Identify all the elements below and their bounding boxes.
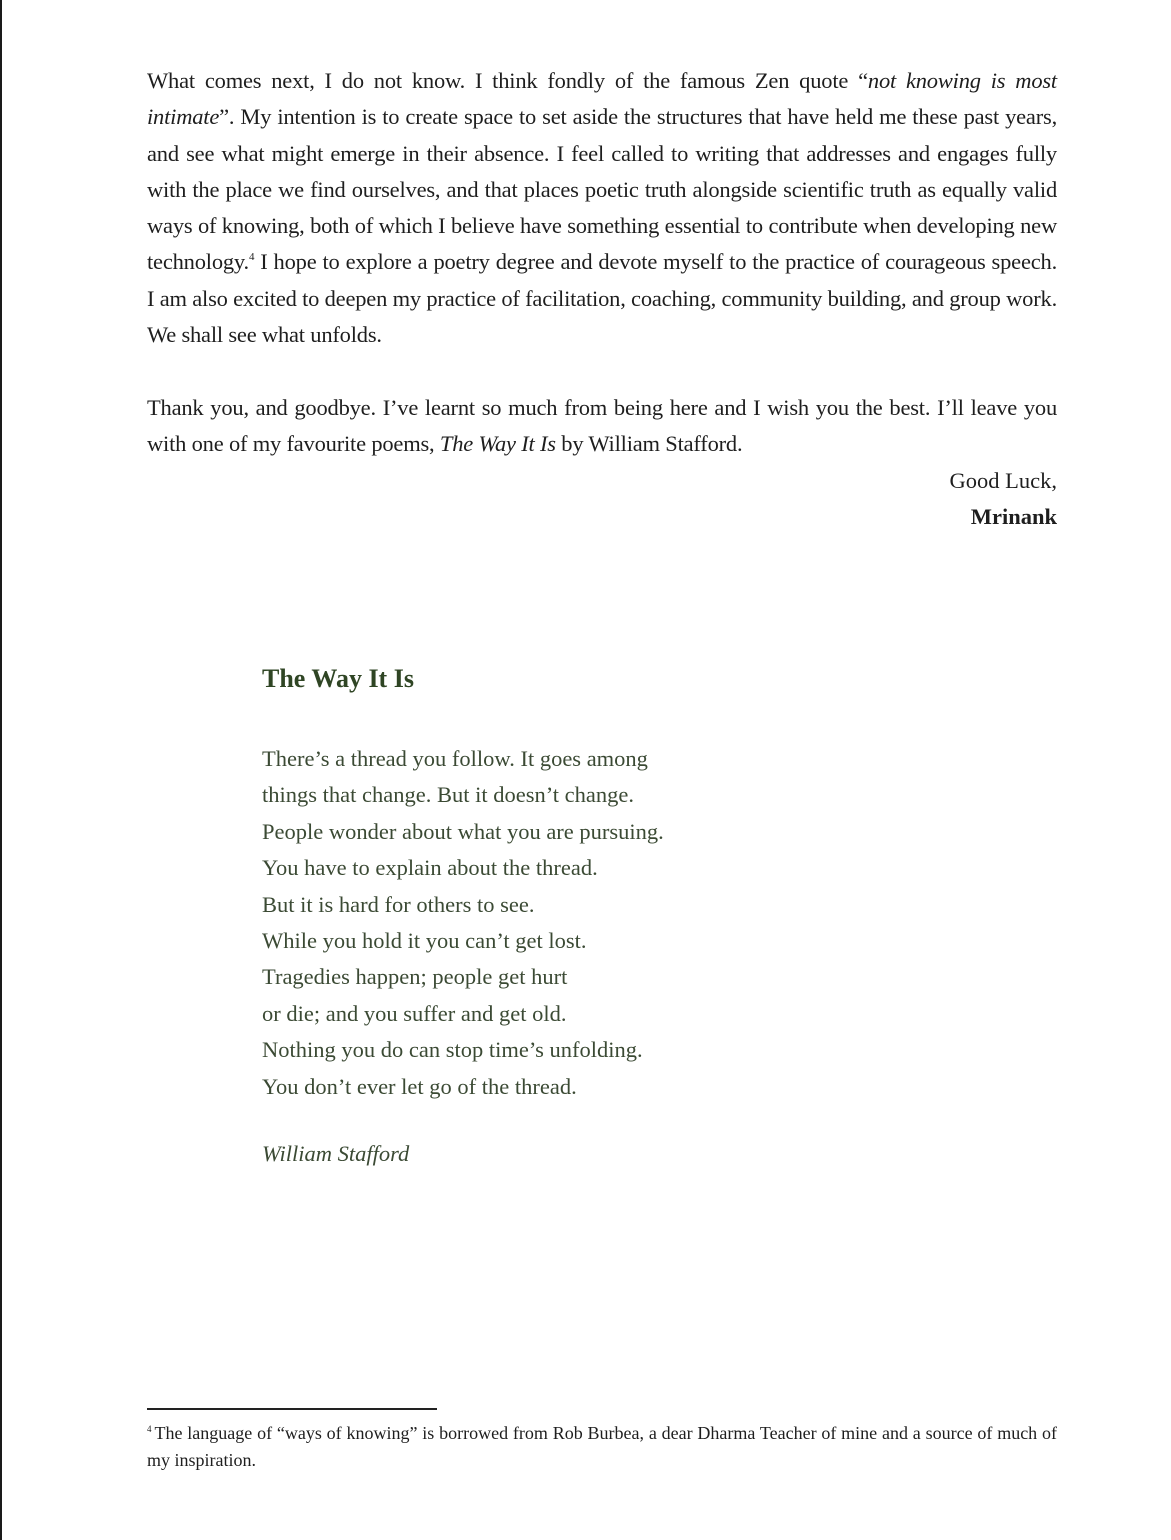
- poem-line: You have to explain about the thread.: [262, 855, 598, 881]
- footnote-number: 4: [147, 1424, 152, 1434]
- poem-line: Tragedies happen; people get hurt: [262, 964, 568, 990]
- footnote-reference[interactable]: 4: [248, 251, 255, 264]
- footnote-divider: [147, 1408, 437, 1410]
- poem-title-reference: The Way It Is: [439, 431, 556, 457]
- poem-line: While you hold it you can’t get lost.: [262, 928, 587, 954]
- letter-paragraph-2: [147, 390, 1057, 463]
- footnote: [147, 1420, 1057, 1474]
- poem-line: You don’t ever let go of the thread.: [262, 1073, 577, 1099]
- paragraph-text: What comes next, I do not know. I think fondly of the famous Zen quote “: [147, 68, 868, 93]
- signoff: Good Luck,: [949, 468, 1057, 493]
- paragraph-text: I hope to explore a poetry degree and devote myself to the practice of courageous speech. I am also excited to deepen my practice of facilitation, coaching, community building, and group work. We shall see what unfolds.: [147, 249, 1057, 348]
- poem-line: There’s a thread you follow. It goes among: [262, 746, 648, 771]
- poem-line: But it is hard for others to see.: [262, 891, 535, 917]
- signature-name: Mrinank: [970, 504, 1057, 529]
- poem-body: [262, 741, 664, 1105]
- page-edge: [0, 0, 2, 1540]
- poem-line: People wonder about what you are pursuing.: [262, 818, 664, 844]
- poem-title: The Way It Is: [262, 664, 414, 693]
- zen-quote: not knowing is most intimate: [147, 68, 1057, 130]
- letter-paragraph-1: [147, 63, 1057, 353]
- poem-line: things that change. But it doesn’t change.: [262, 782, 635, 808]
- footnote-text: The language of “ways of knowing” is borrowed from Rob Burbea, a dear Dharma Teacher of mine and a source of much of my inspiration.: [147, 1423, 1057, 1470]
- paragraph-text: by William Stafford.: [555, 431, 743, 457]
- poem-author: William Stafford: [262, 1141, 410, 1166]
- poem-line: or die; and you suffer and get old.: [262, 1000, 567, 1026]
- paragraph-text: ”. My intention is to create space to set aside the structures that have held me these past years, and see what might emerge in their absence. I feel called to writing that addresses and engages fully with the place we find ourselves, and that places poetic truth alongside scientific truth as equally valid ways of knowing, both of which I believe have something essential to contribute when developing new technology.: [147, 104, 1057, 275]
- paragraph-text: Thank you, and goodbye. I’ve learnt so much from being here and I wish you the best. I’ll leave you with one of my favourite poems,: [147, 395, 1057, 457]
- poem-line: Nothing you do can stop time’s unfolding.: [262, 1037, 643, 1063]
